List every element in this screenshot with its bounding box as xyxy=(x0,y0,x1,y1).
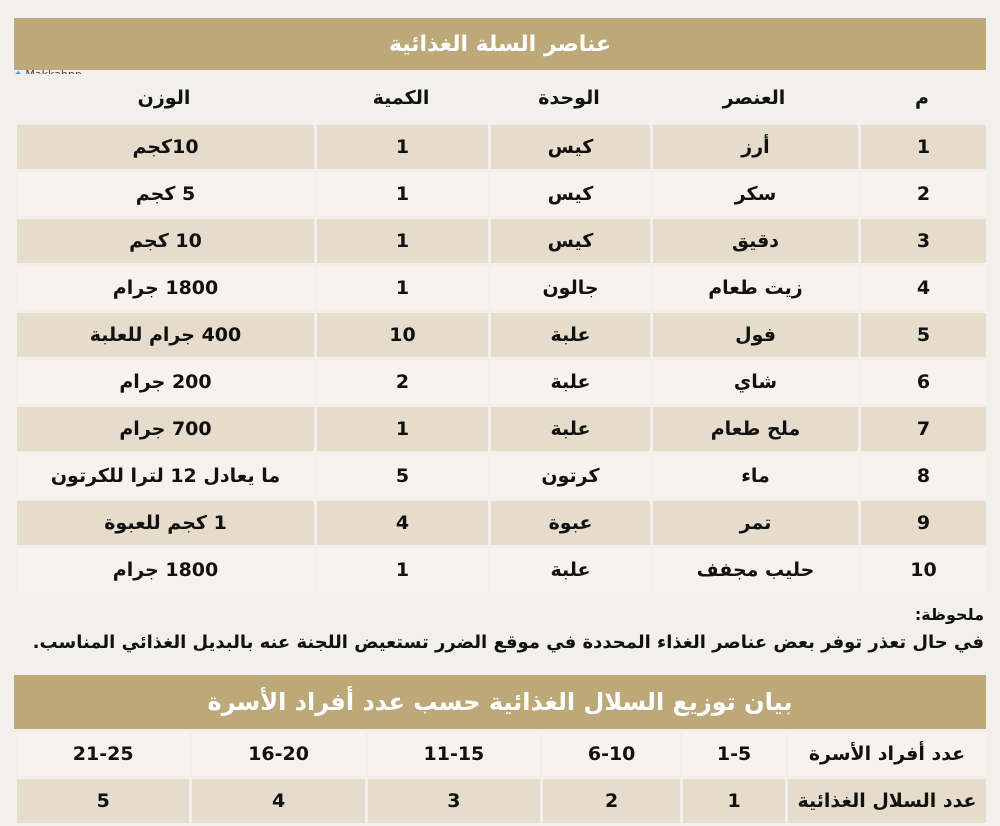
table-row xyxy=(14,501,986,545)
index-cell: 3 xyxy=(858,219,986,263)
baskets-cell: 2 xyxy=(540,779,680,823)
quantity-cell: 1 xyxy=(314,219,488,263)
weight-cell: 10 كجم xyxy=(14,219,314,263)
header-unit: الوحدة xyxy=(488,74,650,122)
item-cell: فول xyxy=(650,313,858,357)
item-cell: أرز xyxy=(650,125,858,169)
distribution-title: بيان توزيع السلال الغذائية حسب عدد أفراد الأسرة xyxy=(14,675,986,729)
table-row xyxy=(14,219,986,263)
weight-cell: ما يعادل 12 لترا للكرتون xyxy=(14,454,314,498)
table-row xyxy=(14,313,986,357)
item-cell: تمر xyxy=(650,501,858,545)
document xyxy=(14,18,986,826)
quantity-cell: 5 xyxy=(314,454,488,498)
unit-cell: علبة xyxy=(488,360,650,404)
weight-cell: 1 كجم للعبوة xyxy=(14,501,314,545)
header-quantity: الكمية xyxy=(314,74,488,122)
family-size-cell: 21-25 xyxy=(14,732,189,776)
item-cell: سكر xyxy=(650,172,858,216)
main-table-title: عناصر السلة الغذائية xyxy=(14,18,986,70)
baskets-cell: 5 xyxy=(14,779,189,823)
quantity-cell: 1 xyxy=(314,548,488,592)
note-label: ملحوظة: xyxy=(914,605,984,624)
index-cell: 4 xyxy=(858,266,986,310)
item-cell: زيت طعام xyxy=(650,266,858,310)
index-cell: 9 xyxy=(858,501,986,545)
family-size-cell: 6-10 xyxy=(540,732,680,776)
item-cell: حليب مجفف xyxy=(650,548,858,592)
weight-cell: 700 جرام xyxy=(14,407,314,451)
index-cell: 2 xyxy=(858,172,986,216)
unit-cell: كيس xyxy=(488,125,650,169)
weight-cell: 1800 جرام xyxy=(14,548,314,592)
distribution-table xyxy=(14,729,986,826)
table-body xyxy=(14,125,986,592)
weight-cell: 5 كجم xyxy=(14,172,314,216)
distribution-row-baskets xyxy=(14,779,986,823)
notes xyxy=(14,601,986,657)
unit-cell: جالون xyxy=(488,266,650,310)
header-item: العنصر xyxy=(650,74,858,122)
food-basket-table xyxy=(14,71,986,595)
row-label-baskets: عدد السلال الغذائية xyxy=(785,779,986,823)
quantity-cell: 2 xyxy=(314,360,488,404)
family-size-cell: 11-15 xyxy=(365,732,540,776)
distribution-row-family-size xyxy=(14,732,986,776)
weight-cell: 200 جرام xyxy=(14,360,314,404)
item-cell: ماء xyxy=(650,454,858,498)
item-cell: ملح طعام xyxy=(650,407,858,451)
unit-cell: علبة xyxy=(488,407,650,451)
header-index: م xyxy=(858,74,986,122)
quantity-cell: 1 xyxy=(314,407,488,451)
quantity-cell: 1 xyxy=(314,125,488,169)
index-cell: 6 xyxy=(858,360,986,404)
weight-cell: 1800 جرام xyxy=(14,266,314,310)
table-row xyxy=(14,266,986,310)
weight-cell: 400 جرام للعلبة xyxy=(14,313,314,357)
unit-cell: كيس xyxy=(488,219,650,263)
table-row xyxy=(14,125,986,169)
quantity-cell: 10 xyxy=(314,313,488,357)
header-weight: الوزن xyxy=(14,74,314,122)
index-cell: 1 xyxy=(858,125,986,169)
unit-cell: علبة xyxy=(488,313,650,357)
index-cell: 8 xyxy=(858,454,986,498)
item-cell: دقيق xyxy=(650,219,858,263)
row-label-family-size: عدد أفراد الأسرة xyxy=(785,732,986,776)
table-row xyxy=(14,454,986,498)
family-size-cell: 16-20 xyxy=(189,732,364,776)
baskets-cell: 1 xyxy=(680,779,785,823)
family-size-cell: 1-5 xyxy=(680,732,785,776)
weight-cell: 10كجم xyxy=(14,125,314,169)
index-cell: 5 xyxy=(858,313,986,357)
quantity-cell: 1 xyxy=(314,266,488,310)
table-header-row xyxy=(14,74,986,122)
baskets-cell: 4 xyxy=(189,779,364,823)
index-cell: 7 xyxy=(858,407,986,451)
unit-cell: عبوة xyxy=(488,501,650,545)
note-text: في حال تعذر توفر بعض عناصر الغذاء المحددة في موقع الضرر تستعيض اللجنة عنه بالبديل الغذائي المناسب. xyxy=(32,632,984,653)
table-row xyxy=(14,548,986,592)
table-row xyxy=(14,360,986,404)
unit-cell: كرتون xyxy=(488,454,650,498)
index-cell: 10 xyxy=(858,548,986,592)
unit-cell: علبة xyxy=(488,548,650,592)
item-cell: شاي xyxy=(650,360,858,404)
quantity-cell: 4 xyxy=(314,501,488,545)
baskets-cell: 3 xyxy=(365,779,540,823)
table-row xyxy=(14,407,986,451)
unit-cell: كيس xyxy=(488,172,650,216)
table-row xyxy=(14,172,986,216)
quantity-cell: 1 xyxy=(314,172,488,216)
